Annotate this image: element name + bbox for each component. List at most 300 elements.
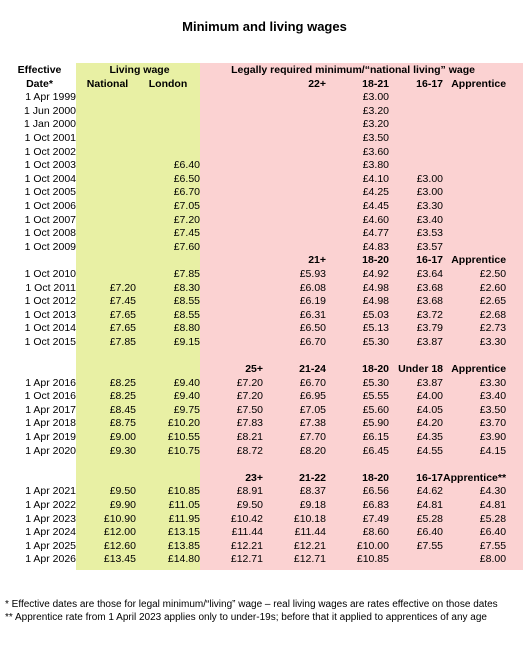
age-band-label: Under 18 [398,363,443,376]
age-band-label: 16-17 [416,254,443,267]
rate-cell: £7.38 [299,417,326,430]
london-wage-cell: £6.50 [173,172,200,185]
table-row [3,214,506,228]
age-band-row [3,254,506,268]
rate-cell: £4.05 [416,403,443,416]
rate-cell [389,159,443,173]
rate-cell: £3.20 [362,118,389,131]
rate-cell: £3.30 [479,335,507,348]
date-cell: 1 Oct 2009 [24,240,76,253]
london-wage-cell: £7.45 [173,227,200,240]
rate-cell [443,186,506,200]
london-wage-cell: £9.15 [173,335,200,348]
date-cell: 1 Oct 2015 [24,335,76,348]
rate-cell: £4.92 [362,267,389,280]
rate-cell: £7.49 [362,512,389,525]
spacer-cell [3,458,506,472]
table-row [3,526,506,540]
rate-cell: £3.70 [479,417,507,430]
table-row [3,309,506,323]
date-cell: 1 Oct 2010 [24,267,76,280]
table-row [3,404,506,418]
london-wage-cell [136,146,200,160]
rate-cell [200,173,263,187]
age-band-label: 21-22 [299,471,326,484]
national-wage-cell: £7.65 [109,322,136,335]
rate-cell: £4.77 [362,227,389,240]
date-cell: 1 Oct 2007 [24,213,76,226]
rate-cell: £6.40 [479,526,507,539]
rate-cell: £3.50 [362,131,389,144]
rate-cell: £7.55 [416,539,443,552]
rate-cell: £11.44 [294,526,326,539]
table-row [3,336,506,350]
london-wage-cell: £13.85 [167,539,200,552]
rate-cell: £4.62 [416,485,443,498]
blank-cell [263,214,326,228]
effective-header: Effective [17,64,62,76]
blank-cell [3,472,79,486]
london-wage-cell: £6.40 [173,159,200,172]
london-wage-cell: £8.80 [173,322,200,335]
blank-cell [79,363,136,377]
table-row [3,417,506,431]
table-row [3,377,506,391]
national-wage-cell [79,159,136,173]
rate-cell: £5.55 [362,390,389,403]
rate-cell: £7.83 [236,417,263,430]
london-wage-cell: £11.95 [168,512,200,525]
age-band-label: 25+ [245,363,263,376]
rate-cell: £4.98 [362,281,389,294]
rate-cell: £3.68 [416,295,443,308]
date-cell: 1 Apr 2017 [25,403,76,416]
rate-cell: £10.00 [356,539,389,552]
page-title: Minimum and living wages [182,19,347,34]
blank-cell [79,254,136,268]
national-wage-cell [79,132,136,146]
rate-cell: £4.10 [362,172,389,185]
date-cell: 1 Jan 2000 [24,118,76,131]
age-band-label: Apprentice** [443,471,507,484]
rate-cell: £12.71 [230,553,263,566]
rate-cell: £8.91 [236,485,263,498]
age-band-label: 23+ [245,471,263,484]
blank-cell [200,322,263,336]
spacer-row [3,458,506,472]
rate-cell [443,214,506,228]
age-band-row [3,363,506,377]
date-cell: 1 Oct 2001 [24,131,76,144]
national-wage-cell [79,200,136,214]
rate-cell: £9.50 [236,499,263,511]
rate-cell: £3.64 [416,267,443,280]
table-row [3,513,506,527]
date-cell: 1 Apr 2019 [25,431,76,444]
age-band-label: 16-17 [416,471,443,484]
rate-cell: £6.31 [299,308,326,321]
rate-cell: £7.05 [299,403,326,416]
date-cell: 1 Oct 2016 [24,390,76,403]
rate-cell: £6.50 [299,322,326,335]
age-band-label: 21-24 [299,363,326,376]
rate-cell: £11.44 [231,526,263,539]
london-wage-cell: £10.55 [167,431,200,444]
national-wage-cell: £9.30 [109,444,136,457]
london-wage-cell: £8.55 [173,308,200,321]
rate-cell: £4.60 [362,213,389,226]
table-row [3,132,506,146]
national-wage-cell [79,146,136,160]
age-band-label: 18-20 [362,254,389,267]
date-cell: 1 Oct 2002 [24,145,76,158]
london-wage-cell: £11.05 [168,499,200,511]
national-wage-cell: £8.45 [109,403,136,416]
london-wage-cell: £10.85 [167,485,200,498]
footnote-1: * Effective dates are those for legal minimum/“living” wage – real living wages are rates effective on those dates [5,599,498,610]
table-row [3,390,506,404]
national-wage-cell: £8.75 [109,417,136,430]
rate-cell: £5.03 [362,308,389,321]
rate-cell: £5.60 [362,403,389,416]
london-wage-cell: £6.70 [173,186,200,199]
national-wage-cell [79,268,136,282]
blank-cell [136,472,200,486]
rate-cell: £9.18 [299,499,326,511]
rate-cell [389,91,443,105]
blank-cell [200,309,263,323]
rate-cell: £5.13 [362,322,389,335]
national-header: National [86,77,129,90]
rate-cell: £3.79 [416,322,443,335]
date-cell: 1 Oct 2005 [24,186,76,199]
london-wage-cell: £9.40 [173,376,200,389]
national-wage-cell: £9.00 [109,431,136,444]
london-wage-cell: £14.80 [167,553,200,566]
london-wage-cell [136,91,200,105]
blank-cell [3,254,79,268]
blank-cell [263,132,326,146]
rate-cell: £6.95 [299,390,326,403]
rate-cell: £8.60 [362,526,389,539]
rate-cell [200,118,263,132]
date-cell: 1 Oct 2004 [24,172,76,185]
blank-cell [263,186,326,200]
rate-cell: £2.65 [479,295,507,308]
rate-cell: £3.30 [479,376,507,389]
date-header: Date* [26,77,53,90]
age-band-label: Apprentice [451,77,507,90]
date-cell: 1 Oct 2006 [24,199,76,212]
header-row-1 [3,64,506,78]
rate-cell: £10.85 [356,553,389,566]
rate-cell: £5.28 [479,512,507,525]
rate-cell [389,146,443,160]
table-row [3,322,506,336]
rate-cell: £6.56 [362,485,389,498]
table-row [3,173,506,187]
table-row [3,186,506,200]
rate-cell: £2.50 [479,267,507,280]
rate-cell: £8.21 [236,431,263,444]
living-wage-header: Living wage [109,64,170,76]
age-band-label: 18-20 [362,471,389,484]
rate-cell [200,214,263,228]
rate-cell [200,105,263,119]
blank-cell [263,200,326,214]
blank-cell [200,78,263,92]
rate-cell: £4.25 [362,186,389,199]
blank-cell [136,363,200,377]
rate-cell: £4.98 [362,295,389,308]
table-row [3,282,506,296]
rate-cell: £2.73 [479,322,507,335]
rate-cell: £12.71 [293,553,326,566]
rate-cell: £3.30 [416,199,443,212]
rate-cell: £10.18 [293,512,326,525]
blank-cell [263,241,326,255]
national-wage-cell: £10.90 [103,512,136,525]
rate-cell: £3.40 [479,390,507,403]
rate-cell: £6.70 [299,376,326,389]
footnotes [5,598,498,624]
table-row [3,91,506,105]
national-wage-cell: £13.45 [103,553,136,566]
rate-cell [200,241,263,255]
date-cell: 1 Apr 2023 [25,512,76,525]
rate-cell: £3.57 [416,240,443,253]
rate-cell: £4.15 [479,444,507,457]
rate-cell [389,105,443,119]
rate-cell [443,118,506,132]
rate-cell: £3.00 [362,91,389,104]
rate-cell: £12.21 [230,539,263,552]
london-wage-cell: £8.30 [173,281,200,294]
rate-cell: £3.60 [362,145,389,158]
rate-cell [443,105,506,119]
london-wage-cell: £10.75 [167,444,200,457]
rate-cell: £2.68 [479,308,507,321]
age-band-label: 21+ [308,254,326,267]
london-wage-cell: £9.75 [173,403,200,416]
london-wage-cell: £7.20 [173,213,200,226]
national-wage-cell: £7.65 [109,308,136,321]
rate-cell [443,173,506,187]
table-row [3,553,506,567]
rate-cell: £5.28 [416,512,443,525]
rate-cell: £8.20 [299,444,326,457]
rate-cell: £3.40 [416,213,443,226]
spacer-cell [3,349,506,363]
rate-cell: £3.00 [416,172,443,185]
rate-cell: £4.81 [479,499,507,511]
london-wage-cell: £7.05 [173,199,200,212]
date-cell: 1 Apr 2016 [25,376,76,389]
national-wage-cell [79,91,136,105]
rate-cell: £3.87 [416,335,443,348]
rate-cell: £12.21 [293,539,326,552]
date-cell: 1 Apr 2022 [25,499,76,511]
rate-cell: £8.00 [479,553,507,566]
rate-cell [443,241,506,255]
legal-minimum-header: Legally required minimum/“national living” wage [231,64,475,76]
rate-cell [443,132,506,146]
date-cell: 1 Apr 2026 [25,553,76,566]
national-wage-cell [79,118,136,132]
rate-cell: £7.20 [236,376,263,389]
table-row [3,105,506,119]
rate-cell: £3.87 [416,376,443,389]
rate-cell: £6.45 [362,444,389,457]
national-wage-cell: £7.85 [109,335,136,348]
date-cell: 1 Oct 2011 [25,281,76,294]
rate-cell: £3.20 [362,104,389,117]
london-wage-cell: £8.55 [173,295,200,308]
rate-cell: £5.30 [362,376,389,389]
national-wage-cell: £7.20 [109,281,136,294]
table-row [3,200,506,214]
header-row-2 [3,78,506,92]
rate-cell: £8.37 [299,485,326,498]
london-wage-cell [136,118,200,132]
date-cell: 1 Apr 2025 [25,539,76,552]
national-wage-cell: £12.00 [103,526,136,539]
date-cell: 1 Oct 2013 [24,308,76,321]
rate-cell: £3.80 [362,159,389,172]
national-wage-cell [79,214,136,228]
rate-cell: £4.30 [479,485,507,498]
date-cell: 1 Apr 2020 [25,444,76,457]
rate-cell: £7.20 [236,390,263,403]
blank-cell [263,118,326,132]
rate-cell: £4.83 [362,240,389,253]
rate-cell [200,91,263,105]
national-wage-cell: £8.25 [109,376,136,389]
wages-table [3,64,506,567]
table-row [3,445,506,459]
rate-cell: £3.50 [479,403,507,416]
blank-cell [200,282,263,296]
rate-cell: £7.70 [299,431,326,444]
rate-cell [200,146,263,160]
blank-cell [3,363,79,377]
rate-cell: £3.53 [416,227,443,240]
rate-cell [443,146,506,160]
rate-cell: £4.81 [416,499,443,511]
date-cell: 1 Apr 2024 [25,526,76,539]
table-row [3,227,506,241]
date-cell: 1 Jun 2000 [24,104,76,117]
rate-cell: £8.72 [236,444,263,457]
rate-cell: £7.50 [236,403,263,416]
rate-cell [200,200,263,214]
national-wage-cell: £12.60 [103,539,136,552]
blank-cell [263,105,326,119]
london-wage-cell: £10.20 [167,417,200,430]
table-row [3,540,506,554]
age-band-label: Apprentice [451,254,507,267]
rate-cell [389,132,443,146]
table-row [3,499,506,513]
blank-cell [136,254,200,268]
age-band-label: 22+ [308,77,326,90]
rate-cell [443,227,506,241]
table-row [3,159,506,173]
national-wage-cell: £8.25 [109,390,136,403]
age-band-label: 18-20 [362,363,389,376]
blank-cell [200,295,263,309]
rate-cell: £3.00 [416,186,443,199]
rate-cell [200,227,263,241]
age-band-label: 16-17 [416,77,443,90]
blank-cell [200,336,263,350]
date-cell: 1 Oct 2014 [24,322,76,335]
table-row [3,485,506,499]
rate-cell: £6.40 [416,526,443,539]
national-wage-cell: £7.45 [109,295,136,308]
date-cell: 1 Oct 2003 [24,159,76,172]
age-band-row [3,472,506,486]
rate-cell: £10.42 [230,512,263,525]
rate-cell: £3.90 [479,431,507,444]
table-row [3,268,506,282]
rate-cell [443,200,506,214]
rate-cell: £3.68 [416,281,443,294]
rate-cell [389,118,443,132]
date-cell: 1 Oct 2012 [24,295,76,308]
rate-cell [200,132,263,146]
table-row [3,241,506,255]
blank-cell [263,173,326,187]
blank-cell [200,254,263,268]
london-wage-cell [136,132,200,146]
national-wage-cell [79,173,136,187]
london-wage-cell [136,105,200,119]
date-cell: 1 Apr 2018 [25,417,76,430]
rate-cell [200,159,263,173]
table-row [3,431,506,445]
blank-cell [263,159,326,173]
rate-cell: £2.60 [479,281,507,294]
rate-cell: £6.08 [299,281,326,294]
date-cell: 1 Apr 1999 [25,91,76,104]
rate-cell: £5.90 [362,417,389,430]
national-wage-cell: £9.50 [109,485,136,498]
rate-cell: £4.00 [416,390,443,403]
london-header: London [148,77,188,90]
rate-cell [200,186,263,200]
rate-cell: £6.83 [362,499,389,511]
age-band-label: 18-21 [362,77,389,90]
national-wage-cell [79,241,136,255]
date-cell: 1 Apr 2021 [25,485,76,498]
spacer-row [3,349,506,363]
rate-cell [389,553,443,567]
blank-cell [79,472,136,486]
rate-cell: £3.72 [416,308,443,321]
rate-cell [443,159,506,173]
rate-cell: £4.35 [416,431,443,444]
rate-cell [443,91,506,105]
rate-cell: £4.45 [362,199,389,212]
blank-cell [263,146,326,160]
national-wage-cell [79,227,136,241]
blank-cell [263,227,326,241]
rate-cell: £6.70 [299,335,326,348]
london-wage-cell: £13.15 [167,526,200,539]
rate-cell: £6.15 [362,431,389,444]
age-band-label: Apprentice [451,363,507,376]
